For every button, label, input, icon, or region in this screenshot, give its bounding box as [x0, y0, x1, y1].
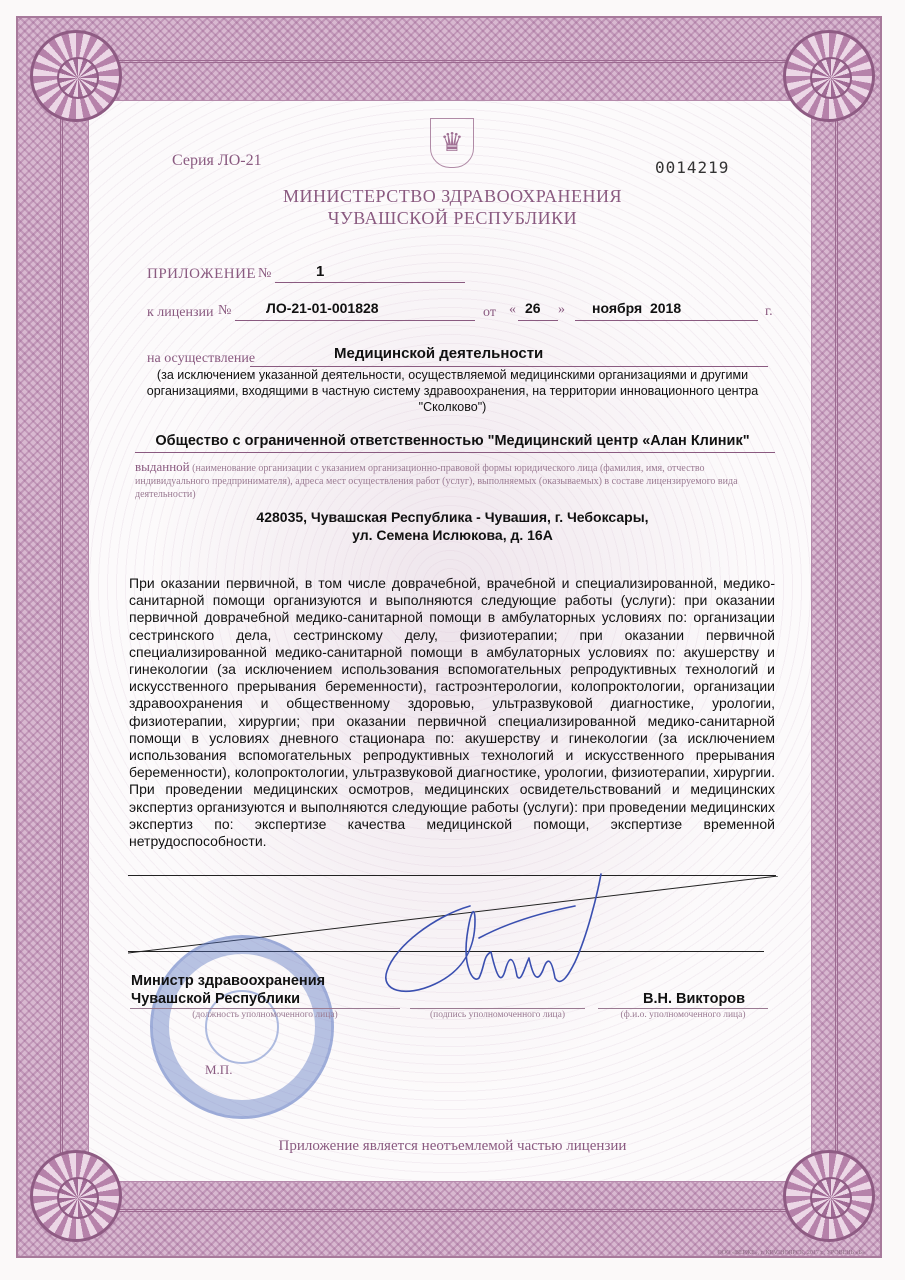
rosette-ornament-top-left [30, 30, 122, 122]
official-seal-stamp [150, 935, 334, 1119]
date-quote-close: » [558, 302, 565, 317]
issued-caption: (наименование организации с указанием организационно-правовой формы юридического лица (фамилия, имя, отчество индивидуального предпринимателя), адреса мест осуществления работ (услуг), выполняемых (оказываемых) в составе лицензируемого вида деятельности) [135, 463, 738, 500]
caption-name: (ф.и.о. уполномоченного лица) [598, 1008, 768, 1020]
caption-signature: (подпись уполномоченного лица) [410, 1008, 585, 1020]
rosette-ornament-top-right [783, 30, 875, 122]
license-number-line [235, 320, 475, 321]
year-suffix: г. [765, 304, 773, 319]
services-text: При оказании первичной, в том числе доврачебной, врачебной и специализированной, медико-санитарной помощи организуются и выполняются следующие работы (услуги): при оказании первичной доврачебной медико-санитарной помощи в амбулаторных условиях по: организации сестринского дела, сестринскому делу, физиотерапии; при оказании первичной специализированной медико-санитарной помощи в амбулаторных условиях по: акушерству и гинекологии (за исключением использования вспомогательных репродуктивных технологий и искусственного прерывания беременности), гастроэнтерологии, колопроктологии, организации здравоохранения и общественному здоровью, ультразвуковой диагностике, урологии, физиотерапии, хирургии; при оказании первичной специализированной медико-санитарной помощи в условиях дневного стационара по: акушерству и гинекологии (за исключением использования вспомогательных репродуктивных технологий и искусственного прерывания беременности), колопроктологии, ультразвуковой диагностике, урологии, физиотерапии, хирургии. При проведении медицинских осмотров, медицинских освидетельствований и медицинских экспертиз организуются и выполняются следующие работы (услуги): при проведении медицинских экспертиз по: экспертизе качества медицинской помощи, экспертизе временной нетрудоспособности. [129, 575, 775, 850]
issued-caption-block [135, 460, 775, 501]
activity-note: (за исключением указанной деятельности, осуществляемой медицинскими организациями и другими организациями, входящими в частную систему здравоохранения, на территории инновационного центра "Сколково") [146, 368, 759, 414]
license-day: 26 [525, 300, 541, 316]
position-line1: Министр здравоохранения [131, 973, 326, 989]
appendix-number-sign: № [258, 266, 272, 281]
appendix-label: ПРИЛОЖЕНИЕ [147, 266, 257, 282]
printer-imprint: ООО «ВЕРЖЕ», г. КРАСНОЯРСК, 2017 г., УРОВЕНЬ «Б» [717, 1250, 865, 1256]
license-label: к лицензии [147, 305, 214, 320]
address-line1: 428035, Чувашская Республика - Чувашия, г. Чебоксары, [256, 509, 649, 525]
coat-of-arms-icon: ♛ [430, 118, 474, 168]
form-number: 0014219 [655, 158, 730, 177]
date-quote-open: « [509, 302, 516, 317]
ministry-title-line2: ЧУВАШСКОЙ РЕСПУБЛИКИ [327, 208, 578, 228]
address-line2: ул. Семена Ислюкова, д. 16А [352, 527, 553, 543]
date-from-label: от [483, 305, 496, 320]
handwritten-signature [375, 866, 625, 1006]
footer-note: Приложение является неотъемлемой частью лицензии [278, 1138, 627, 1154]
activity-label: на осуществление [147, 351, 256, 366]
license-month-year: ноября 2018 [592, 300, 682, 316]
signatory-position [131, 972, 325, 1008]
issued-label: выданной [135, 459, 190, 474]
position-line2: Чувашской Республики [131, 991, 301, 1007]
organization-name: Общество с ограниченной ответственностью "Медицинский центр «Алан Клиник" [155, 433, 750, 449]
ministry-title-line1: МИНИСТЕРСТВО ЗДРАВООХРАНЕНИЯ [283, 186, 622, 206]
activity-value: Медицинской деятельности [334, 345, 544, 362]
rosette-ornament-bottom-right [783, 1150, 875, 1242]
license-number-sign: № [218, 303, 232, 318]
date-day-line [518, 320, 558, 321]
caption-position: (должность уполномоченного лица) [130, 1008, 400, 1020]
appendix-number-line [275, 282, 465, 283]
rosette-ornament-bottom-left [30, 1150, 122, 1242]
seal-place-mark: М.П. [205, 1062, 233, 1077]
date-month-line [575, 320, 758, 321]
series-label: Серия ЛО-21 [172, 152, 262, 169]
appendix-number: 1 [316, 263, 325, 280]
signatory-name: В.Н. Викторов [643, 991, 746, 1007]
license-number: ЛО-21-01-001828 [266, 300, 379, 316]
organization-line [135, 452, 775, 453]
